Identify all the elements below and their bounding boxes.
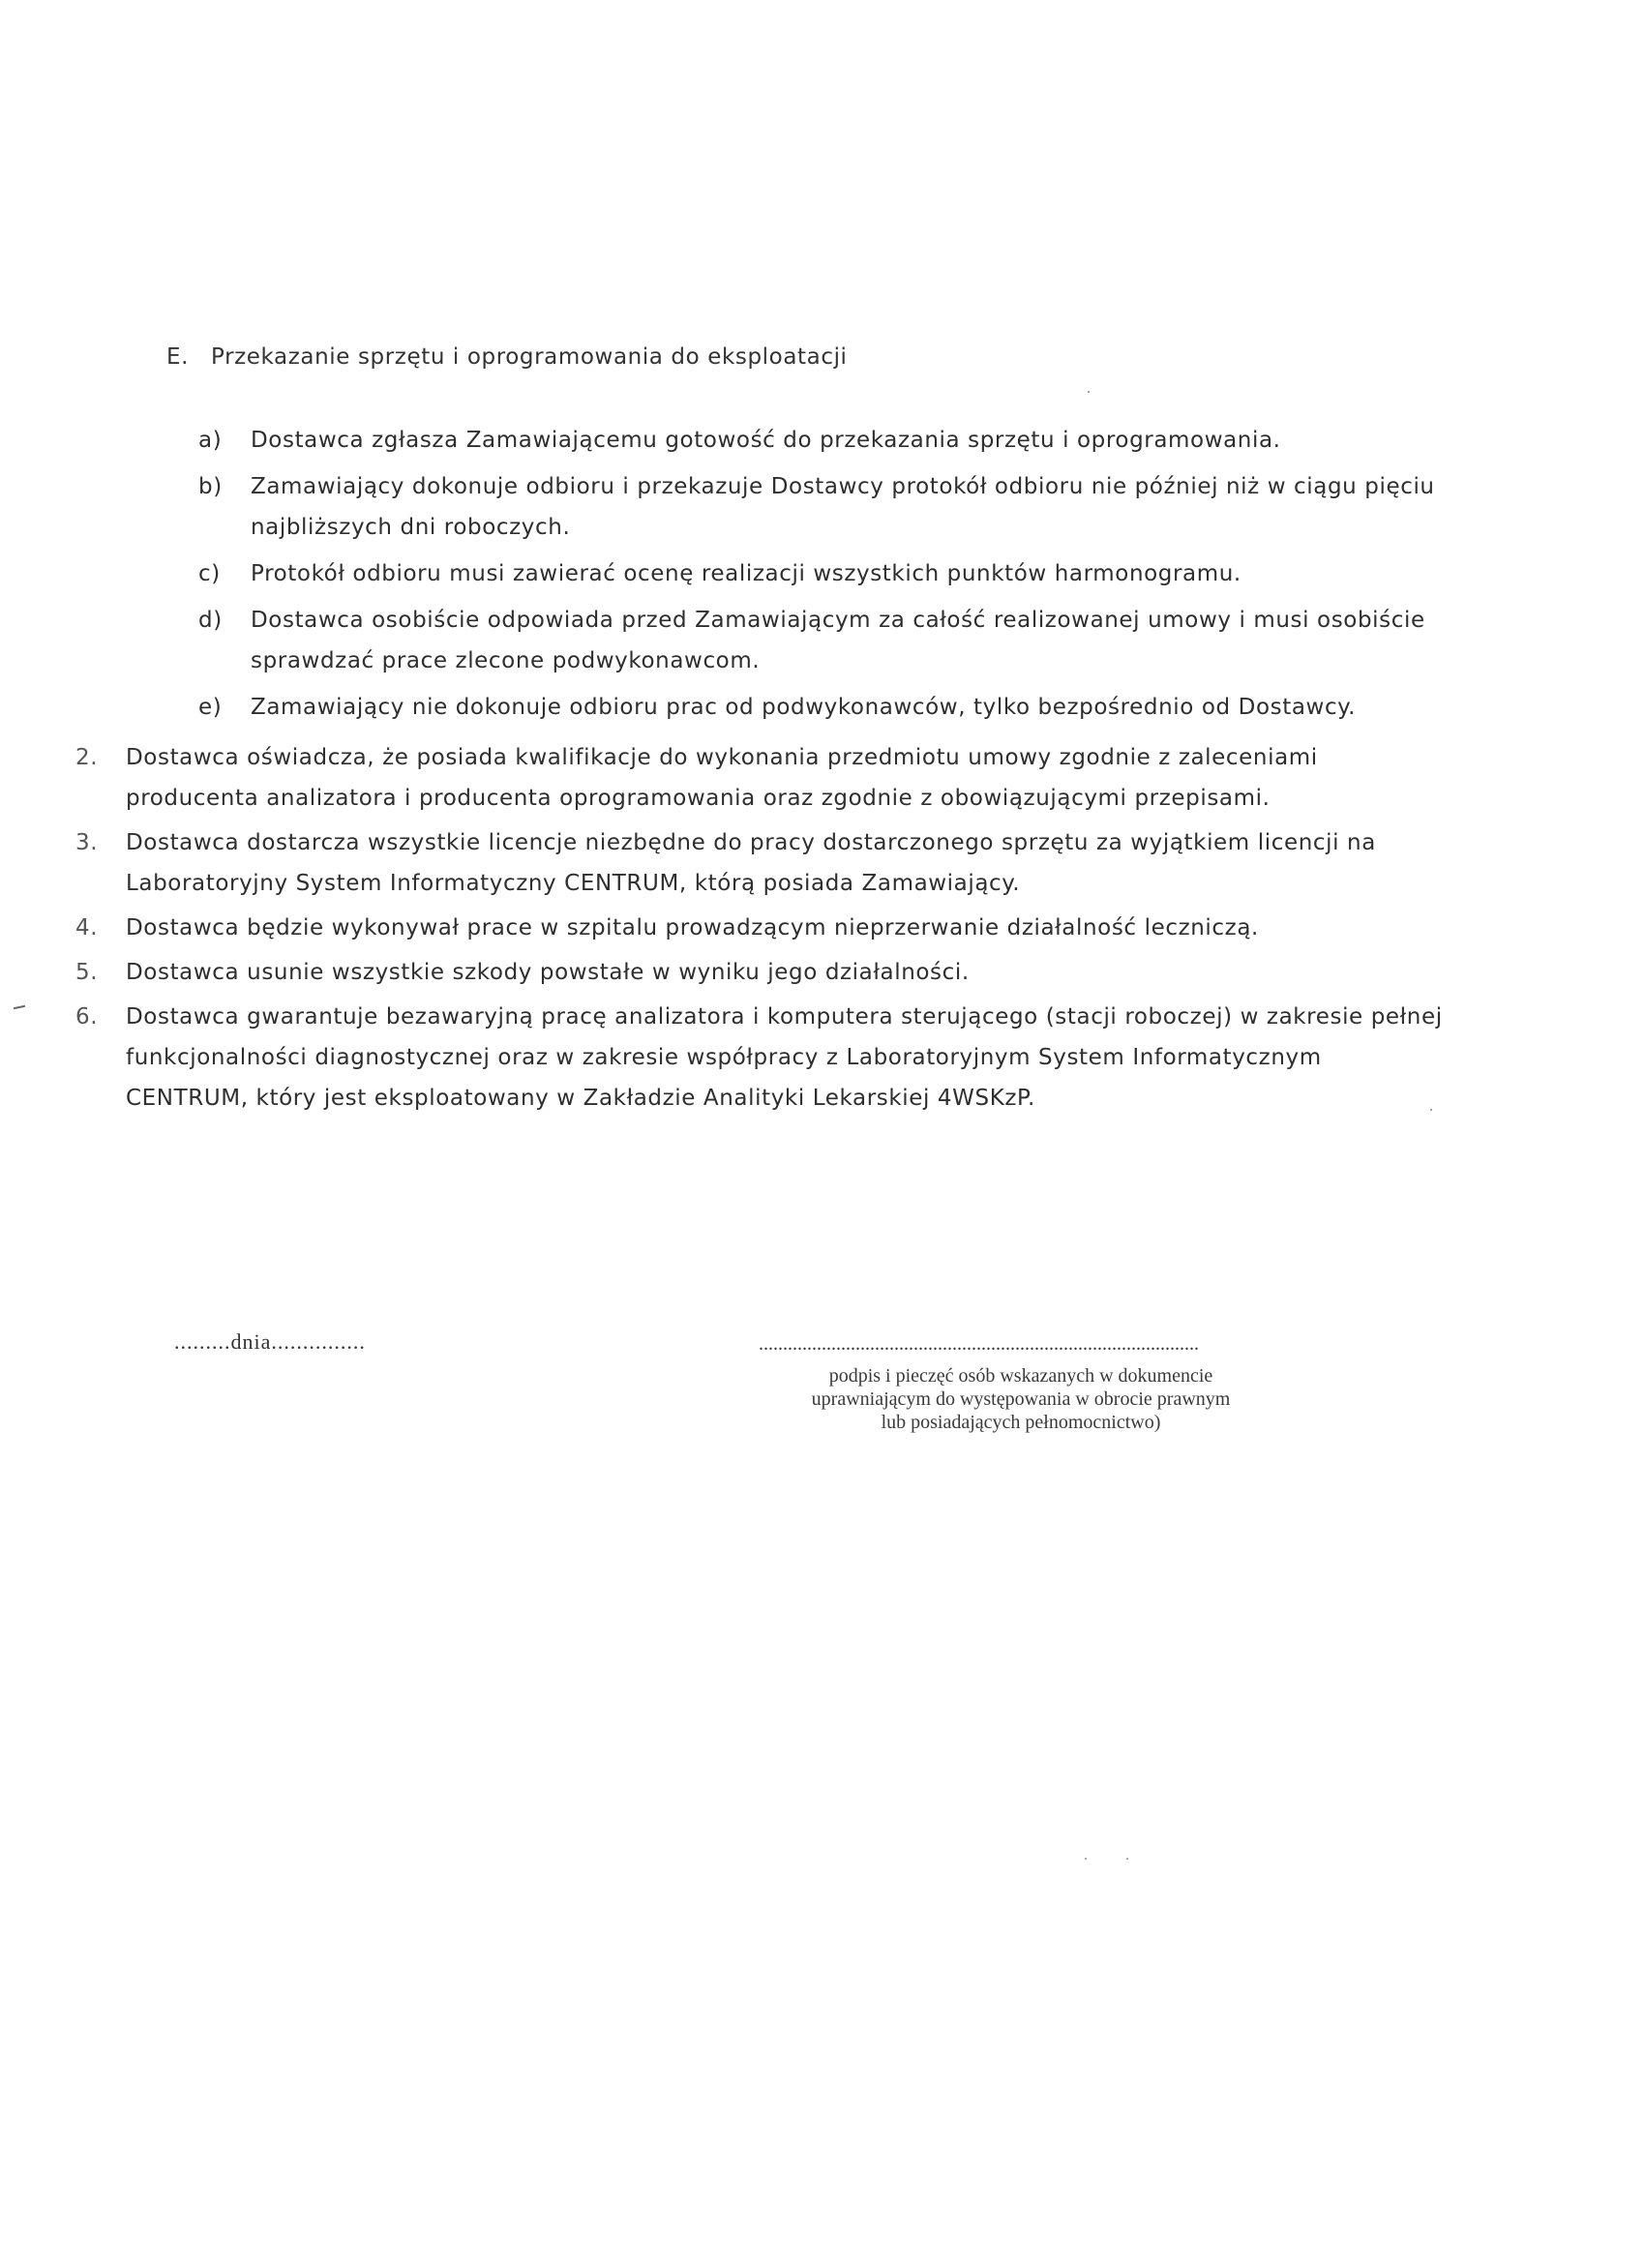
list-item-text: Dostawca osobiście odpowiada przed Zamawiającym za całość realizowanej umowy i musi osobiście sprawdzać prace zlecone podwykonawcom. <box>251 608 1425 673</box>
numbered-item-text: Dostawca oświadcza, że posiada kwalifikacje do wykonania przedmiotu umowy zgodnie z zaleceniami producenta analizatora i producenta oprogramowania oraz zgodnie z obowiązującymi przepisami. <box>126 745 1318 811</box>
section-heading <box>166 344 848 370</box>
list-item <box>198 687 1447 728</box>
signature-caption-line: podpis i pieczęć osób wskazanych w dokumencie <box>828 1365 1213 1387</box>
list-item-marker: c) <box>198 561 221 586</box>
scan-speck <box>1085 1858 1087 1860</box>
numbered-item-text: Dostawca będzie wykonywał prace w szpitalu prowadzącym nieprzerwanie działalność leczniczą. <box>126 915 1259 940</box>
numbered-item-marker: 6. <box>75 1004 99 1030</box>
list-item-marker: b) <box>198 474 223 499</box>
list-item <box>198 600 1447 681</box>
numbered-list <box>75 737 1450 1122</box>
list-item-text: Protokół odbioru musi zawierać ocenę realizacji wszystkich punktów harmonogramu. <box>251 561 1241 586</box>
list-item-marker: a) <box>198 428 223 453</box>
numbered-item-marker: 4. <box>75 915 99 940</box>
scan-speck <box>1126 1858 1128 1860</box>
list-item-marker: d) <box>198 608 223 633</box>
numbered-item <box>75 822 1450 904</box>
list-item <box>198 553 1447 594</box>
numbered-item-text: Dostawca gwarantuje bezawaryjną pracę analizatora i komputera sterującego (stacji roboczej) w zakresie pełnej funkcjonalności diagnostycznej oraz w zakresie współpracy z Laboratoryjnym System Informatycznym CENTRUM, który jest eksploatowany w Zakładzie Analityki Lekarskiej 4WSKzP. <box>126 1004 1443 1111</box>
signature-caption-line: uprawniającym do występowania w obrocie prawnym <box>811 1388 1231 1410</box>
numbered-item <box>75 997 1450 1119</box>
margin-mark <box>14 1005 25 1009</box>
sub-item-list <box>198 420 1447 733</box>
section-title: Przekazanie sprzętu i oprogramowania do eksploatacji <box>211 344 848 370</box>
list-item-marker: e) <box>198 695 223 720</box>
list-item <box>198 420 1447 461</box>
numbered-item-text: Dostawca dostarcza wszystkie licencje niezbędne do pracy dostarczonego sprzętu za wyjątkiem licencji na Laboratoryjny System Informatyczny CENTRUM, którą posiada Zamawiający. <box>126 830 1376 896</box>
date-line: .........dnia............... <box>174 1329 366 1354</box>
numbered-item-text: Dostawca usunie wszystkie szkody powstałe w wyniku jego działalności. <box>126 960 970 985</box>
section-marker: E. <box>166 344 190 370</box>
signature-line: ........................................................................................... <box>759 1333 1199 1355</box>
numbered-item-marker: 5. <box>75 960 99 985</box>
list-item <box>198 466 1447 548</box>
signature-caption <box>721 1364 1321 1434</box>
list-item-text: Zamawiający dokonuje odbioru i przekazuje Dostawcy protokół odbioru nie później niż w ciągu pięciu najbliższych dni roboczych. <box>251 474 1435 540</box>
scan-speck <box>1088 391 1090 393</box>
signature-caption-line: lub posiadających pełnomocnictwo) <box>881 1412 1161 1433</box>
scan-speck <box>1430 1109 1432 1111</box>
numbered-item-marker: 2. <box>75 745 99 770</box>
numbered-item <box>75 737 1450 819</box>
numbered-item <box>75 952 1450 993</box>
numbered-item <box>75 908 1450 948</box>
list-item-text: Zamawiający nie dokonuje odbioru prac od podwykonawców, tylko bezpośrednio od Dostawcy. <box>251 695 1357 720</box>
list-item-text: Dostawca zgłasza Zamawiającemu gotowość do przekazania sprzętu i oprogramowania. <box>251 428 1281 453</box>
numbered-item-marker: 3. <box>75 830 99 855</box>
